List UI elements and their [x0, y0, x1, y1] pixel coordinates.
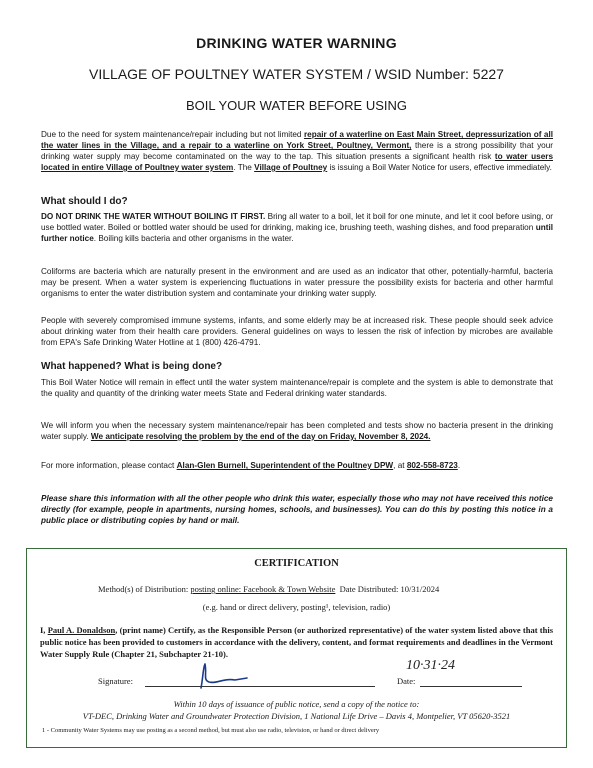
issuer-name: Village of Poultney [254, 163, 328, 172]
distribution-method-row: Method(s) of Distribution: posting online: Facebook & Town Website Date Distributed: 10/31/2024 [98, 584, 440, 594]
affected-area: to water users located in entire Village of Poultney water system [41, 152, 554, 172]
share-notice-paragraph: Please share this information with all the other people who drink this water, especially those who may not have received this notice directly (for example, people in apartments, nursing homes, schools, and businesses). You can do this by posting this notice in a public place or distributing copies by hand or mail. [41, 494, 553, 525]
section-what-should-i-do: What should I do? [41, 196, 128, 207]
coliforms-paragraph: Coliforms are bacteria which are naturally present in the environment and are used as an indicator that other, potentially-harmful, bacteria may be present. When a water system is experiencing fluctuations in water pressure the possibility exists for bacteria and other harmful organisms to enter the water distribution system and contaminate your drinking water supply. [41, 267, 553, 298]
handwritten-date: 10·31·24 [406, 658, 455, 673]
boil-water-heading: BOIL YOUR WATER BEFORE USING [185, 98, 408, 113]
certifier-name: Paul A. Donaldson [47, 625, 116, 635]
resolution-date: We anticipate resolving the problem by the end of the day on Friday, November 8, 2024. [90, 432, 431, 441]
at-risk-paragraph: People with severely compromised immune systems, infants, and some elderly may be at increased risk. These people should seek advice about drinking water from their health care providers. General guidelines on ways to lessen the risk of infection by microbes are available from EPA's Safe Drinking Water Hotline at 1 (800) 426-4791. [41, 316, 553, 347]
intro-paragraph: Due to the need for system maintenance/repair including but not limited repair of a waterline on East Main Street, depressurization of all the water lines in the Village, and a repair to a waterline on York Street, Poultney, Vermont, there is a strong possibility that your drinking water supply may become contaminated on the way to the tap. This situation presents a significant health risk to water users located in entire Village of Poultney water system. The Village of Poultney is issuing a Boil Water Notice for users, effective immediately. [41, 130, 554, 172]
distribution-method-hint: (e.g. hand or direct delivery, posting¹, television, radio) [202, 602, 391, 612]
water-system-subtitle: VILLAGE OF POULTNEY WATER SYSTEM / WSID Number: 5227 [89, 66, 504, 82]
signature-line [145, 686, 375, 687]
date-distributed-value: 10/31/2024 [400, 584, 440, 594]
resolution-paragraph: We will inform you when the necessary system maintenance/repair has been completed and tests show no bacteria present in the drinking water supply. We anticipate resolving the problem by the end of the day on Friday, November 8, 2024. [41, 421, 553, 441]
contact-name: Alan-Glen Burnell, Superintendent of the Poultney DPW [176, 461, 394, 470]
section-what-happened: What happened? What is being done? [41, 361, 223, 372]
vt-dec-address: VT-DEC, Drinking Water and Groundwater Protection Division, 1 National Life Drive – Davis 4, Montpelier, VT 05620-3521 [82, 711, 511, 721]
footnote: 1 - Community Water Systems may use posting as a second method, but must also use radio, television, or hand or direct delivery [42, 727, 380, 734]
certification-title: CERTIFICATION [254, 558, 339, 569]
distribution-method-value: posting online: Facebook & Town Website [190, 584, 336, 594]
date-label: Date: [397, 676, 416, 686]
do-not-drink-paragraph: DO NOT DRINK THE WATER WITHOUT BOILING IT FIRST. Bring all water to a boil, let it boil for one minute, and let it cool before using, or use bottled water. Boiled or bottled water should be used for drinking, making ice, brushing teeth, washing dishes, and food preparation until further notice. Boiling kills bacteria and other organisms in the water. [41, 212, 553, 243]
submission-instruction: Within 10 days of issuance of public notice, send a copy of the notice to: [173, 699, 420, 709]
notice-title: DRINKING WATER WARNING [196, 35, 397, 51]
notice-duration-paragraph: This Boil Water Notice will remain in effect until the water system maintenance/repair is complete and the system is able to demonstrate that the quality and quantity of the drinking water meets State and Federal drinking water standards. [41, 378, 553, 398]
certification-statement: I, Paul A. Donaldson, (print name) Certify, as the Responsible Person (or authorized representative) of the water system listed above that this public notice has been provided to customers in accordance with the delivery, content, and format requirements and deadlines in the Vermont Water Supply Rule (Chapter 21, Subchapter 21-10). [40, 625, 554, 659]
signature-label: Signature: [98, 676, 133, 686]
contact-paragraph: For more information, please contact Alan-Glen Burnell, Superintendent of the Poultney DPW, at 802-558-8723. [41, 461, 461, 470]
contact-phone: 802-558-8723 [406, 461, 458, 470]
date-line [420, 686, 522, 687]
handwritten-signature [193, 660, 253, 690]
repair-locations: repair of a waterline on East Main Street, depressurization of all the water lines in the Village, and a repair to a waterline on York Street, Poultney, Vermont, [41, 130, 554, 150]
